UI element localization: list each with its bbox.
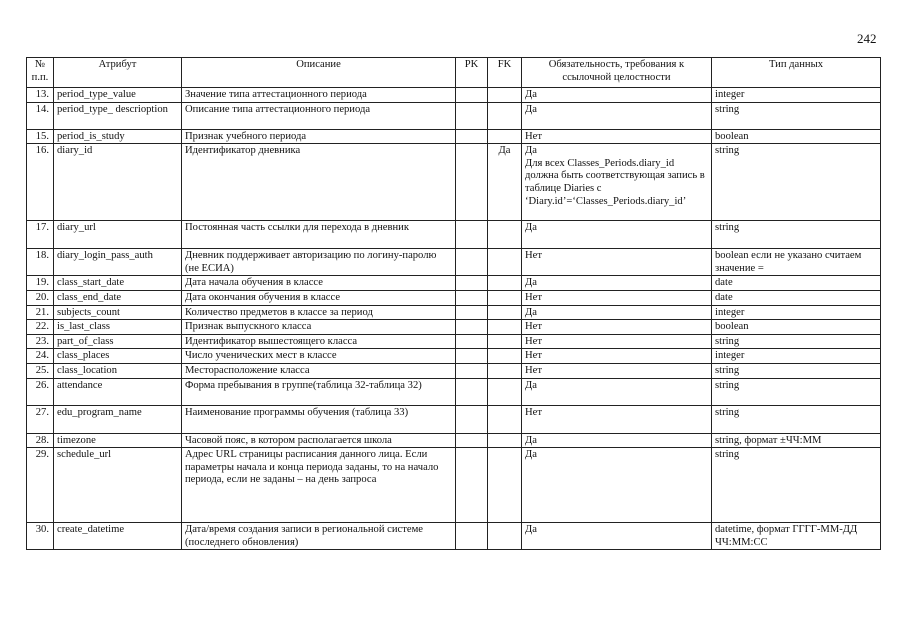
row-type-cell: date <box>712 290 881 305</box>
row-type-cell: string <box>712 334 881 349</box>
row-pk-cell <box>456 433 488 448</box>
row-type-cell: boolean если не указано считаем значение = <box>712 249 881 276</box>
table-row <box>27 433 881 448</box>
row-fk-cell <box>488 349 522 364</box>
row-attribute-cell: period_is_study <box>54 129 182 144</box>
row-num-cell: 16. <box>27 144 54 221</box>
row-description-cell: Описание типа аттестационного периода <box>182 102 456 129</box>
table-row <box>27 129 881 144</box>
row-type-cell: string <box>712 144 881 221</box>
row-type-cell: string <box>712 405 881 433</box>
row-type-cell: integer <box>712 305 881 320</box>
attribute-table <box>26 57 881 550</box>
row-num-cell: 25. <box>27 363 54 378</box>
row-attribute-cell: part_of_class <box>54 334 182 349</box>
row-fk-cell <box>488 102 522 129</box>
row-fk-cell <box>488 305 522 320</box>
row-pk-cell <box>456 276 488 291</box>
row-attribute-cell: class_end_date <box>54 290 182 305</box>
row-pk-cell <box>456 448 488 523</box>
row-required-cell: Да <box>522 433 712 448</box>
row-attribute-cell: is_last_class <box>54 320 182 335</box>
table-body <box>27 88 881 550</box>
row-fk-cell <box>488 221 522 249</box>
table-row <box>27 334 881 349</box>
table-row <box>27 523 881 550</box>
row-pk-cell <box>456 102 488 129</box>
row-num-cell: 21. <box>27 305 54 320</box>
row-num-cell: 27. <box>27 405 54 433</box>
row-type-cell: string <box>712 378 881 405</box>
row-description-cell: Идентификатор вышестоящего класса <box>182 334 456 349</box>
row-attribute-cell: class_location <box>54 363 182 378</box>
row-num-cell: 22. <box>27 320 54 335</box>
page-number: 242 <box>857 31 877 46</box>
row-required-cell: Нет <box>522 334 712 349</box>
row-attribute-cell: edu_program_name <box>54 405 182 433</box>
row-fk-cell: Да <box>488 144 522 221</box>
row-required-cell: Нет <box>522 129 712 144</box>
row-description-cell: Число ученических мест в классе <box>182 349 456 364</box>
table-row <box>27 349 881 364</box>
table-header-row <box>27 58 881 88</box>
header-pk: PK <box>456 58 488 88</box>
table-row <box>27 363 881 378</box>
table-row <box>27 290 881 305</box>
row-required-cell: Да <box>522 305 712 320</box>
row-fk-cell <box>488 249 522 276</box>
table-row <box>27 305 881 320</box>
table-row <box>27 102 881 129</box>
row-num-cell: 14. <box>27 102 54 129</box>
row-num-cell: 23. <box>27 334 54 349</box>
row-pk-cell <box>456 349 488 364</box>
table-row <box>27 378 881 405</box>
row-description-cell: Дата/время создания записи в региональной системе (последнего обновления) <box>182 523 456 550</box>
table-row <box>27 405 881 433</box>
row-pk-cell <box>456 405 488 433</box>
row-num-cell: 13. <box>27 88 54 103</box>
row-fk-cell <box>488 334 522 349</box>
row-fk-cell <box>488 363 522 378</box>
row-fk-cell <box>488 523 522 550</box>
row-fk-cell <box>488 405 522 433</box>
row-fk-cell <box>488 88 522 103</box>
row-type-cell: integer <box>712 88 881 103</box>
row-required-cell: Да <box>522 523 712 550</box>
row-attribute-cell: class_start_date <box>54 276 182 291</box>
row-pk-cell <box>456 305 488 320</box>
row-description-cell: Признак учебного периода <box>182 129 456 144</box>
header-fk: FK <box>488 58 522 88</box>
row-description-cell: Месторасположение класса <box>182 363 456 378</box>
table-row <box>27 88 881 103</box>
row-description-cell: Дневник поддерживает авторизацию по логину-паролю (не ЕСИА) <box>182 249 456 276</box>
row-num-cell: 19. <box>27 276 54 291</box>
row-description-cell: Дата окончания обучения в классе <box>182 290 456 305</box>
row-required-cell: Да <box>522 221 712 249</box>
row-fk-cell <box>488 378 522 405</box>
row-pk-cell <box>456 523 488 550</box>
row-type-cell: string, формат ±ЧЧ:ММ <box>712 433 881 448</box>
row-pk-cell <box>456 144 488 221</box>
row-type-cell: string <box>712 448 881 523</box>
row-attribute-cell: attendance <box>54 378 182 405</box>
row-description-cell: Часовой пояс, в котором располагается школа <box>182 433 456 448</box>
row-required-cell: Нет <box>522 290 712 305</box>
row-pk-cell <box>456 88 488 103</box>
row-description-cell: Постоянная часть ссылки для перехода в дневник <box>182 221 456 249</box>
row-attribute-cell: create_datetime <box>54 523 182 550</box>
table-row <box>27 221 881 249</box>
header-required: Обязательность, требования к ссылочной целостности <box>522 58 712 88</box>
header-attribute: Атрибут <box>54 58 182 88</box>
header-type: Тип данных <box>712 58 881 88</box>
row-required-cell: Нет <box>522 405 712 433</box>
row-type-cell: boolean <box>712 129 881 144</box>
row-required-cell: Да <box>522 102 712 129</box>
row-attribute-cell: schedule_url <box>54 448 182 523</box>
row-attribute-cell: subjects_count <box>54 305 182 320</box>
row-description-cell: Количество предметов в классе за период <box>182 305 456 320</box>
row-type-cell: integer <box>712 349 881 364</box>
row-required-cell: Нет <box>522 320 712 335</box>
row-num-cell: 17. <box>27 221 54 249</box>
row-required-cell: Да <box>522 276 712 291</box>
row-attribute-cell: class_places <box>54 349 182 364</box>
row-required-cell: Нет <box>522 349 712 364</box>
row-pk-cell <box>456 290 488 305</box>
table-row <box>27 144 881 221</box>
row-type-cell: datetime, формат ГГГГ-ММ-ДД ЧЧ:ММ:СС <box>712 523 881 550</box>
header-num: № п.п. <box>27 58 54 88</box>
row-required-cell: Да <box>522 88 712 103</box>
table-row <box>27 276 881 291</box>
table-row <box>27 320 881 335</box>
row-num-cell: 18. <box>27 249 54 276</box>
row-required-cell: Да <box>522 378 712 405</box>
header-description: Описание <box>182 58 456 88</box>
row-type-cell: string <box>712 221 881 249</box>
row-fk-cell <box>488 448 522 523</box>
row-pk-cell <box>456 129 488 144</box>
row-fk-cell <box>488 129 522 144</box>
row-num-cell: 29. <box>27 448 54 523</box>
row-attribute-cell: diary_id <box>54 144 182 221</box>
row-attribute-cell: timezone <box>54 433 182 448</box>
row-pk-cell <box>456 320 488 335</box>
table-row <box>27 249 881 276</box>
row-fk-cell <box>488 320 522 335</box>
row-required-cell: Нет <box>522 249 712 276</box>
row-required-cell: Нет <box>522 363 712 378</box>
row-attribute-cell: diary_url <box>54 221 182 249</box>
row-attribute-cell: diary_login_pass_auth <box>54 249 182 276</box>
row-fk-cell <box>488 290 522 305</box>
row-required-cell: Да <box>522 448 712 523</box>
row-required-cell: Да Для всех Classes_Periods.diary_id должна быть соответствующая запись в таблице Diaries с ‘Diary.id’=‘Classes_Periods.diary_id’ <box>522 144 712 221</box>
row-pk-cell <box>456 378 488 405</box>
row-type-cell: date <box>712 276 881 291</box>
row-description-cell: Идентификатор дневника <box>182 144 456 221</box>
row-pk-cell <box>456 221 488 249</box>
row-num-cell: 30. <box>27 523 54 550</box>
row-description-cell: Наименование программы обучения (таблица 33) <box>182 405 456 433</box>
row-description-cell: Дата начала обучения в классе <box>182 276 456 291</box>
row-type-cell: string <box>712 102 881 129</box>
row-type-cell: boolean <box>712 320 881 335</box>
row-num-cell: 24. <box>27 349 54 364</box>
row-fk-cell <box>488 276 522 291</box>
row-description-cell: Значение типа аттестационного периода <box>182 88 456 103</box>
row-num-cell: 20. <box>27 290 54 305</box>
row-pk-cell <box>456 249 488 276</box>
row-attribute-cell: period_type_value <box>54 88 182 103</box>
row-description-cell: Адрес URL страницы расписания данного лица. Если параметры начала и конца периода заданы, то на начало периода, если не заданы – на день запроса <box>182 448 456 523</box>
row-description-cell: Форма пребывания в группе(таблица 32-таблица 32) <box>182 378 456 405</box>
row-attribute-cell: period_type_ descrioption <box>54 102 182 129</box>
row-type-cell: string <box>712 363 881 378</box>
row-num-cell: 15. <box>27 129 54 144</box>
row-fk-cell <box>488 433 522 448</box>
row-num-cell: 26. <box>27 378 54 405</box>
row-num-cell: 28. <box>27 433 54 448</box>
row-pk-cell <box>456 334 488 349</box>
table-row <box>27 448 881 523</box>
row-pk-cell <box>456 363 488 378</box>
row-description-cell: Признак выпускного класса <box>182 320 456 335</box>
